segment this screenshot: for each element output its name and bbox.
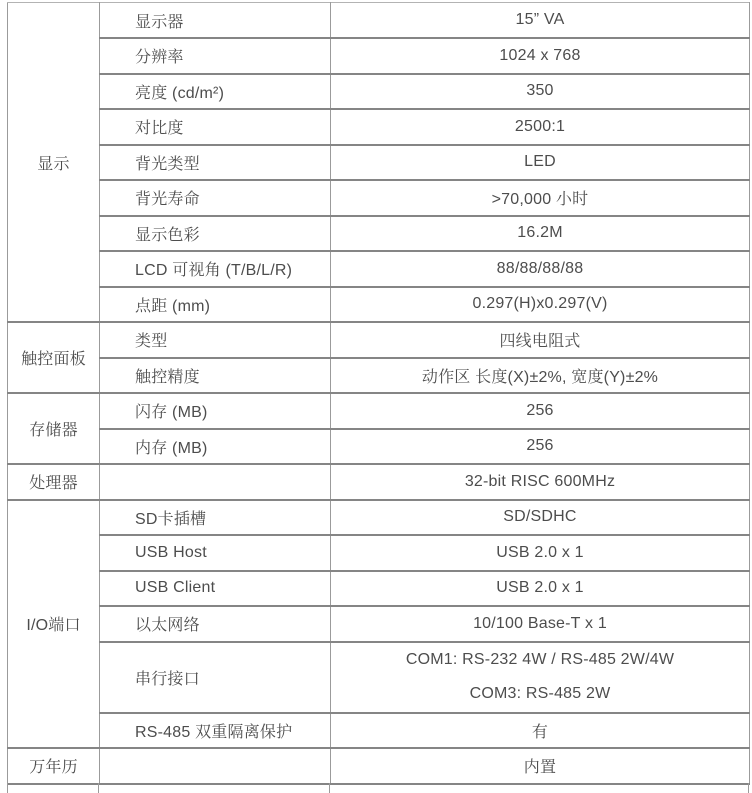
table-row — [8, 38, 750, 74]
table-row — [8, 322, 750, 358]
spec-label-cell: 串行接口 — [100, 642, 331, 713]
spec-label-cell: 对比度 — [100, 109, 331, 145]
category-cell-processor: 处理器 — [8, 464, 100, 500]
partial-row-border — [98, 783, 99, 793]
spec-label-cell-empty — [100, 748, 331, 784]
spec-label-cell: 分辨率 — [100, 38, 331, 74]
spec-value-cell: 256 — [331, 429, 750, 465]
spec-label-cell: 亮度 (cd/m²) — [100, 74, 331, 110]
spec-label-cell: RS-485 双重隔离保护 — [100, 713, 331, 749]
spec-value-cell: 350 — [331, 74, 750, 110]
spec-label-cell: 触控精度 — [100, 358, 331, 394]
table-row — [8, 3, 750, 39]
table-row — [8, 606, 750, 642]
spec-label-cell: 闪存 (MB) — [100, 393, 331, 429]
spec-label-cell: 背光寿命 — [100, 180, 331, 216]
spec-value-cell: LED — [331, 145, 750, 181]
spec-value-cell: 四线电阻式 — [331, 322, 750, 358]
table-row — [8, 464, 750, 500]
spec-value-cell: 动作区 长度(X)±2%, 宽度(Y)±2% — [331, 358, 750, 394]
spec-value-cell: SD/SDHC — [331, 500, 750, 536]
spec-label-cell: 显示器 — [100, 3, 331, 39]
spec-value-cell: 有 — [331, 713, 750, 749]
spec-label-cell: 显示色彩 — [100, 216, 331, 252]
table-row — [8, 571, 750, 607]
spec-table — [7, 2, 750, 785]
serial-port-line-1: COM1: RS-232 4W / RS-485 2W/4W — [405, 650, 675, 668]
spec-value-cell: 内置 — [331, 748, 750, 784]
table-row — [8, 642, 750, 713]
spec-value-cell: 1024 x 768 — [331, 38, 750, 74]
table-row — [8, 535, 750, 571]
spec-label-cell: 内存 (MB) — [100, 429, 331, 465]
table-row — [8, 358, 750, 394]
spec-value-cell: 15” VA — [331, 3, 750, 39]
spec-value-cell — [331, 642, 750, 713]
table-row — [8, 429, 750, 465]
spec-value-cell: USB 2.0 x 1 — [331, 535, 750, 571]
spec-label-cell: SD卡插槽 — [100, 500, 331, 536]
spec-label-cell: 点距 (mm) — [100, 287, 331, 323]
spec-value-cell: 2500:1 — [331, 109, 750, 145]
spec-label-cell: 以太网络 — [100, 606, 331, 642]
spec-label-cell: 背光类型 — [100, 145, 331, 181]
spec-label-cell: USB Host — [100, 535, 331, 571]
table-row — [8, 180, 750, 216]
table-row — [8, 287, 750, 323]
partial-row-border — [748, 783, 749, 793]
spec-value-cell: 10/100 Base-T x 1 — [331, 606, 750, 642]
table-row — [8, 109, 750, 145]
spec-value-cell: 88/88/88/88 — [331, 251, 750, 287]
table-row — [8, 216, 750, 252]
table-row — [8, 251, 750, 287]
category-cell-storage: 存储器 — [8, 393, 100, 464]
table-row — [8, 500, 750, 536]
partial-row-border — [329, 783, 330, 793]
spec-value-cell: 16.2M — [331, 216, 750, 252]
table-row — [8, 145, 750, 181]
spec-value-cell: 32-bit RISC 600MHz — [331, 464, 750, 500]
partial-row-border — [7, 783, 8, 793]
category-cell-io-ports: I/O端口 — [8, 500, 100, 749]
table-row — [8, 393, 750, 429]
spec-value-cell: 256 — [331, 393, 750, 429]
table-row — [8, 713, 750, 749]
table-row — [8, 74, 750, 110]
spec-label-cell-empty — [100, 464, 331, 500]
category-cell-calendar: 万年历 — [8, 748, 100, 784]
spec-value-cell: USB 2.0 x 1 — [331, 571, 750, 607]
spec-label-cell: USB Client — [100, 571, 331, 607]
spec-label-cell: 类型 — [100, 322, 331, 358]
category-cell-touch-panel: 触控面板 — [8, 322, 100, 393]
serial-port-line-2: COM3: RS-485 2W — [469, 685, 611, 703]
spec-value-cell: 0.297(H)x0.297(V) — [331, 287, 750, 323]
category-cell-display: 显示 — [8, 3, 100, 323]
spec-value-cell: >70,000 小时 — [331, 180, 750, 216]
table-row — [8, 748, 750, 784]
spec-label-cell: LCD 可视角 (T/B/L/R) — [100, 251, 331, 287]
